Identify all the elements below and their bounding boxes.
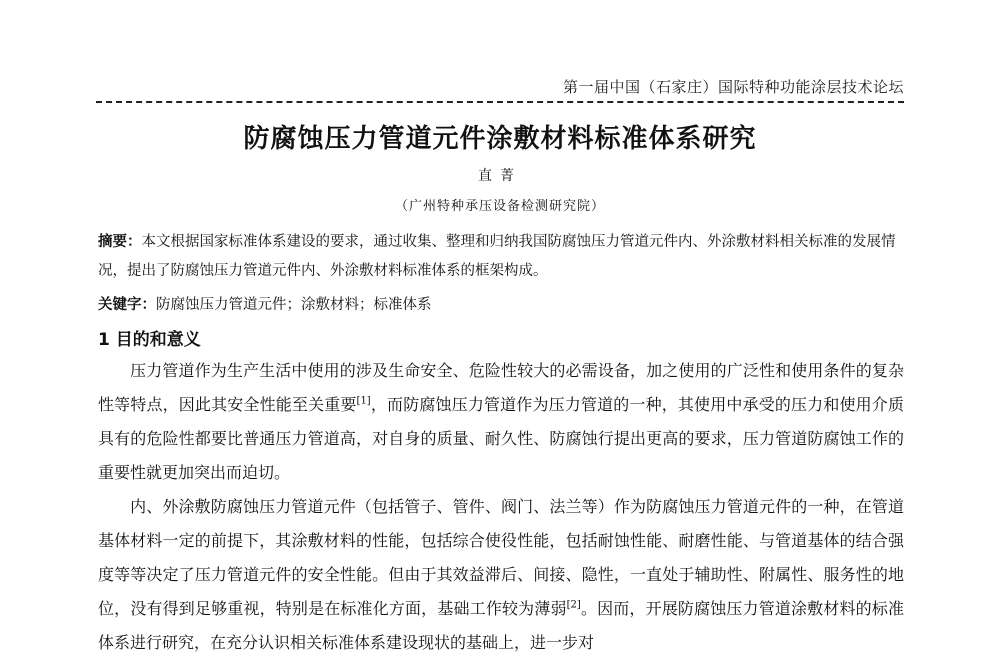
keywords-text: 防腐蚀压力管道元件；涂敷材料；标准体系 xyxy=(156,297,432,313)
paragraph-text: 内、外涂敷防腐蚀压力管道元件（包括管子、管件、阀门、法兰等）作为防腐蚀压力管道元件的一种，在管道基体材料一定的前提下，其涂敷材料的性能，包括综合使役性能，包括耐蚀性能、耐磨性能、与管道基体的结合强度等等决定了压力管道元件的安全性能。但由于其效益滞后、间接、隐性，一直处于辅助性、附属性、服务性的地位，没有得到足够重视，特别是在标准化方面，基础工作较为薄弱 xyxy=(98,497,904,618)
author-affiliation: （广州特种承压设备检测研究院） xyxy=(394,199,605,214)
section-heading: 1 目的和意义 xyxy=(98,330,201,350)
body-paragraph xyxy=(98,354,904,490)
keywords-label: 关键字： xyxy=(98,297,156,313)
paragraph-text: ，而防腐蚀压力管道作为压力管道的一种，其使用中承受的压力和使用介质具有的危险性都要比普通压力管道高，对自身的质量、耐久性、防腐蚀行提出更高的要求，压力管道防腐蚀工作的重要性就更加突出而迫切。 xyxy=(98,395,904,482)
author-name: 直菁 xyxy=(478,168,522,184)
keywords xyxy=(98,293,906,314)
abstract-text: 本文根据国家标准体系建设的要求，通过收集、整理和归纳我国防腐蚀压力管道元件内、外涂敷材料相关标准的发展情况，提出了防腐蚀压力管道元件内、外涂敷材料标准体系的框架构成。 xyxy=(98,234,896,279)
citation-ref: [1] xyxy=(356,395,371,407)
abstract xyxy=(98,228,906,286)
header-rule xyxy=(96,101,904,103)
paragraph-text: 。因而，开展防腐蚀压力管道涂敷材料的标准体系进行研究，在充分认识相关标准体系建设现状的基础上，进一步对 xyxy=(98,599,904,652)
citation-ref: [2] xyxy=(566,599,581,611)
paragraph-text: 压力管道作为生产生活中使用的涉及生命安全、危险性较大的必需设备，加之使用的广泛性和使用条件的复杂性等特点，因此其安全性能至关重要 xyxy=(98,361,904,414)
abstract-label: 摘要： xyxy=(98,234,142,250)
paper-title: 防腐蚀压力管道元件涂敷材料标准体系研究 xyxy=(243,124,757,154)
body-paragraph xyxy=(98,490,904,660)
running-header: 第一届中国（石家庄）国际特种功能涂层技术论坛 xyxy=(562,78,904,96)
